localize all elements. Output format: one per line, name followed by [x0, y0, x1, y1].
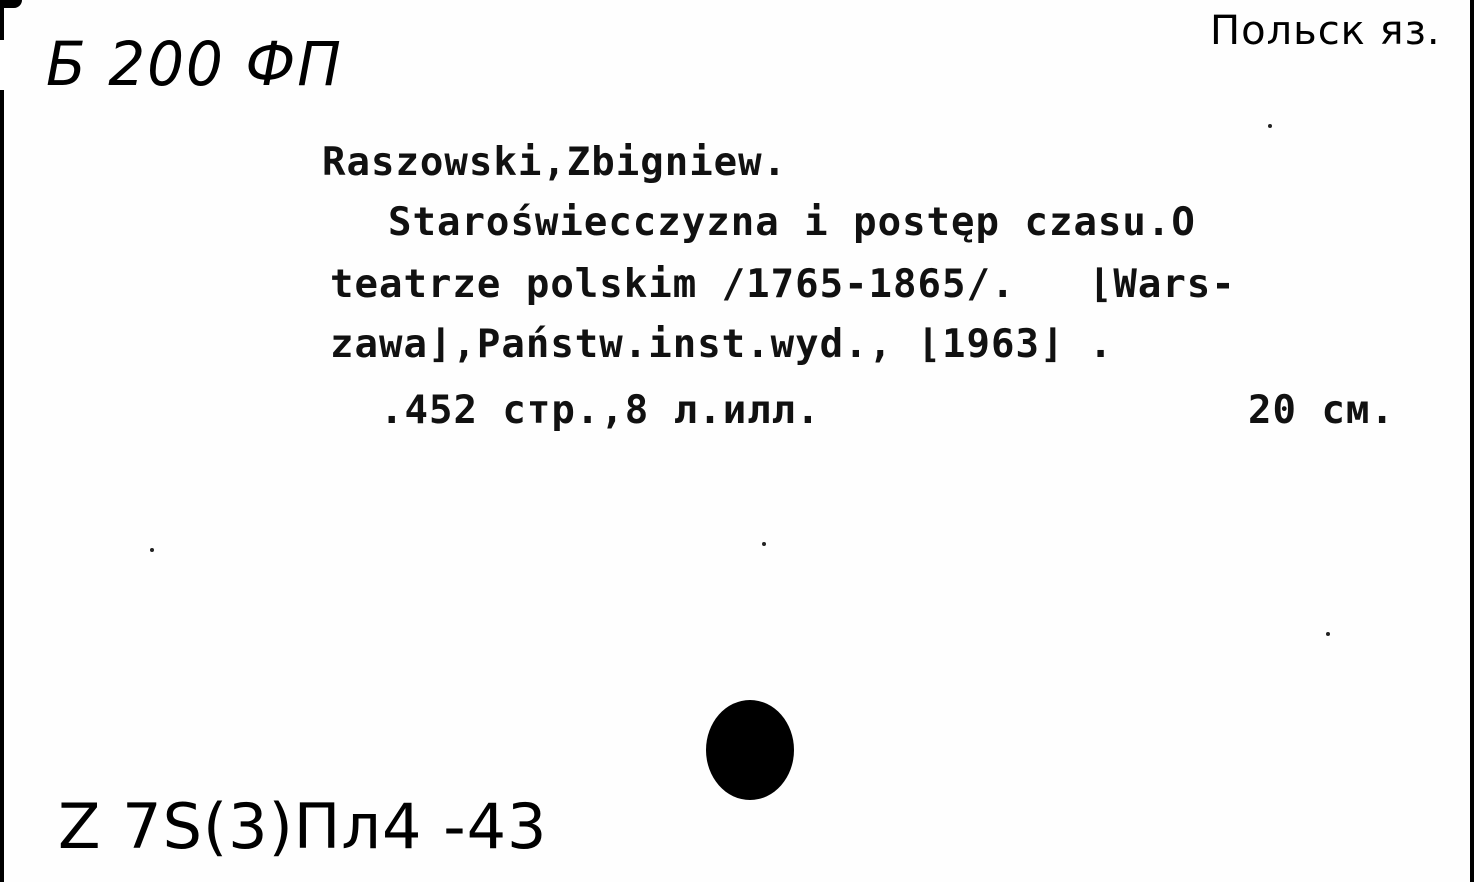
ink-speck [150, 548, 154, 552]
language-label: Польск яз. [1210, 8, 1441, 54]
ink-speck [1268, 124, 1272, 128]
punch-hole [706, 700, 794, 800]
card-left-edge [0, 0, 4, 882]
author-heading: Raszowski,Zbigniew. [322, 140, 788, 185]
card-corner-mark [0, 0, 22, 8]
size-note: 20 см. [1248, 388, 1395, 433]
title-continuation: teatrze polskim /1765-1865/. ⌊Wars- [330, 262, 1236, 307]
imprint-line: zawa⌋,Państw.inst.wyd., ⌊1963⌋ . [330, 322, 1114, 367]
classification-number: Z 7Ѕ(3)Пл4 -43 [58, 790, 548, 863]
collation-line: .452 стр.,8 л.илл. [380, 388, 821, 433]
ink-speck [1326, 632, 1330, 636]
ink-speck [762, 542, 766, 546]
card-edge-gap [0, 40, 10, 90]
shelfmark: Б 200 ФП [46, 28, 343, 100]
title-line: Staroświecczyzna i postęp czasu.O [388, 200, 1196, 245]
card-right-edge [1470, 0, 1474, 882]
